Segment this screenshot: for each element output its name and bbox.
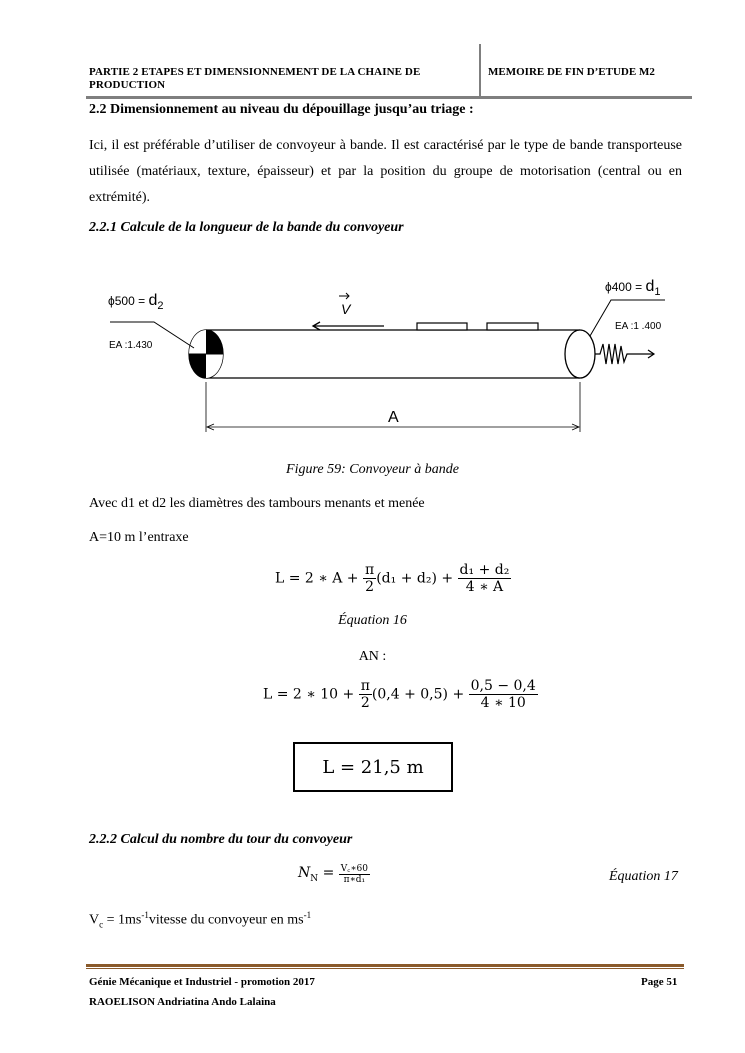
subsection-heading-length: 2.2.1 Calcule de la longueur de la bande du convoyeur: [89, 220, 404, 235]
body-line-diameters: Avec d1 et d2 les diamètres des tambours menants et menée: [89, 496, 425, 511]
tension-spring: [595, 344, 654, 364]
belt-load-1: [417, 323, 467, 330]
footer-rule-thin: [86, 968, 684, 969]
distance-label: A: [388, 409, 399, 426]
result-box: [293, 742, 453, 792]
an-label: AN :: [358, 649, 387, 664]
conveyor-figure: [88, 270, 668, 445]
body-line-entraxe: A=10 m l’entraxe: [89, 530, 189, 545]
left-ea-label: EA :1.430: [109, 340, 153, 351]
right-ea-label: EA :1 .400: [615, 321, 662, 332]
equation-an: L = 2 ∗ 10 + $\frac{\pi}{2}$ (0,4 + 0,5) + $\frac{0,5 - 0,4}{4 ∗ 10}$: [263, 678, 536, 711]
result-value: L = 21,5 m: [322, 756, 424, 778]
header-document-title: MEMOIRE DE FIN D’ETUDE M2: [488, 66, 655, 78]
footer-rule-thick: [86, 964, 684, 967]
right-drum-symbol: [565, 330, 595, 378]
left-drum-symbol: [189, 330, 223, 378]
left-diameter-label: ϕ500 = d2: [108, 292, 164, 312]
intro-paragraph: Ici, il est préférable d’utiliser de convoyeur à bande. Il est caractérisé par le type de bande transporteuse utilisée (matériaux, texture, épaisseur) et par la position du groupe de motorisation (central ou en extrémité).: [89, 138, 682, 205]
header-rule: [86, 96, 692, 99]
belt-load-2: [487, 323, 538, 330]
subsection-heading-turns: 2.2.2 Calcul du nombre du tour du convoyeur: [89, 832, 353, 847]
equation-17: $N_N$ = $\frac{V꜀∗60}{\text{π∗d₁}}$: [298, 861, 370, 885]
equation-16-label: Équation 16: [338, 613, 407, 628]
body-line-velocity: $V_c$ = $1ms^{-1}vitesse$ du convoyeur en $ms^{-1}$: [89, 910, 312, 930]
section-heading: 2.2 Dimensionnement au niveau du dépouillage jusqu’au triage :: [89, 102, 474, 117]
footer-author: RAOELISON Andriatina Ando Lalaina: [89, 996, 276, 1008]
equation-17-label: Équation 17: [609, 869, 678, 884]
header-divider: [479, 44, 481, 99]
footer-program: Génie Mécanique et Industriel - promotion 2017: [89, 976, 315, 988]
header-chapter-title: PARTIE 2 ETAPES ET DIMENSIONNEMENT DE LA CHAINE DE PRODUCTION: [89, 66, 421, 91]
figure-caption: Figure 59: Convoyeur à bande: [286, 462, 459, 477]
footer-page-number: Page 51: [641, 976, 678, 988]
velocity-label: V: [341, 301, 351, 317]
right-diameter-label: ϕ400 = d1: [605, 278, 661, 298]
equation-16: L = 2 ∗ A + $\frac{\pi}{2}$ (d₁ + d₂) + $\frac{\text{d₁ + d₂}}{4 ∗ A}$: [275, 562, 510, 595]
